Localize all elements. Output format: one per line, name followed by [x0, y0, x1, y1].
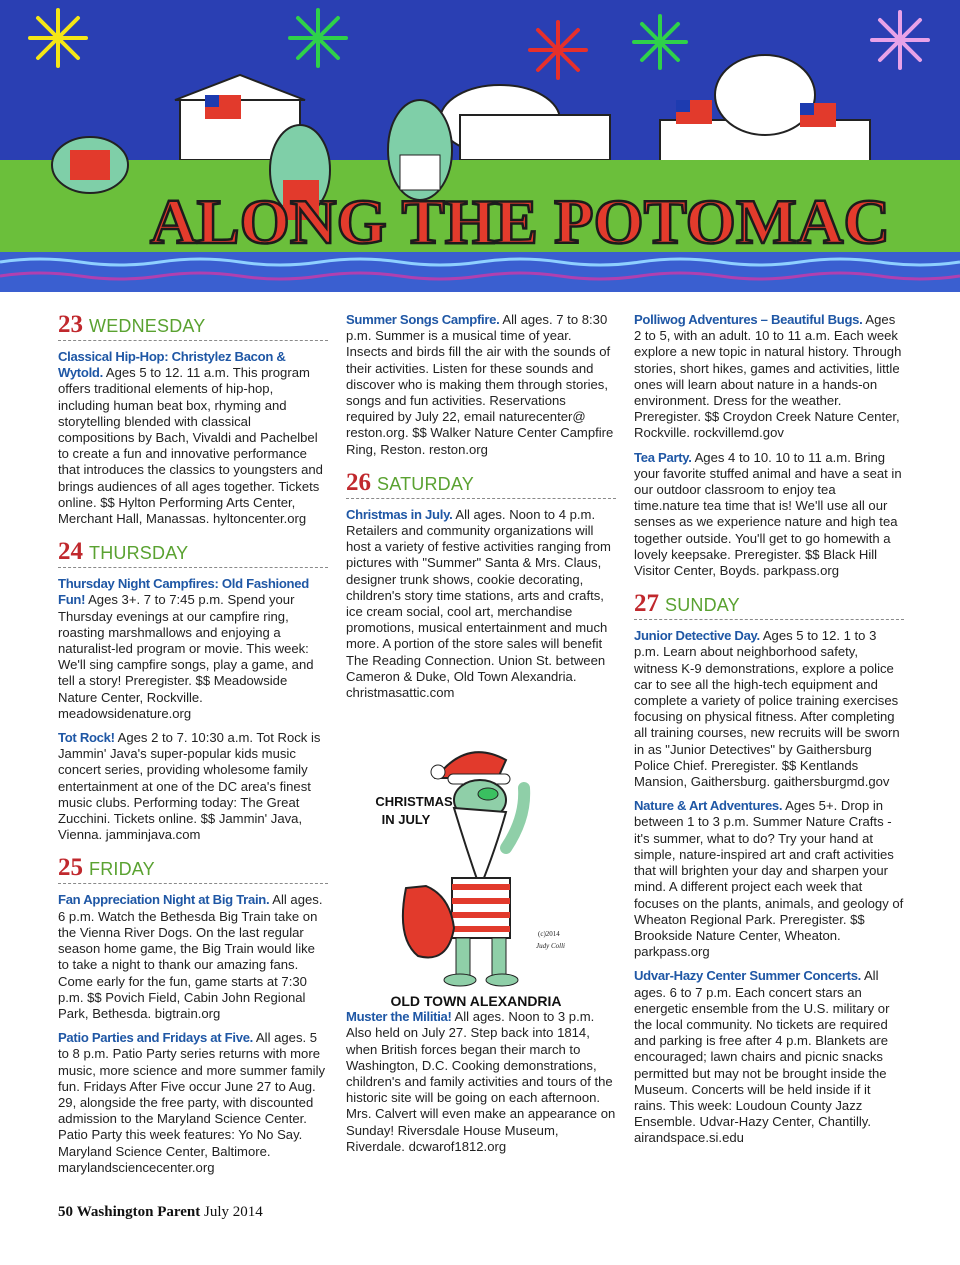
- event-muster-the-militia: [346, 1009, 616, 1155]
- event-title[interactable]: Polliwog Adventures – Beautiful Bugs.: [634, 312, 863, 327]
- event-fan-appreciation: [58, 892, 328, 1022]
- day-header-23: [58, 312, 328, 341]
- day-header-26: [346, 470, 616, 499]
- along-the-potomac-banner: [0, 0, 960, 292]
- illustration-credit-1: (c)2014: [538, 930, 560, 938]
- event-udvar-hazy-concerts: [634, 968, 904, 1146]
- event-title[interactable]: Tea Party.: [634, 449, 692, 465]
- event-polliwog-adventures: [634, 312, 904, 442]
- event-title[interactable]: Fan Appreciation Night at Big Train.: [58, 892, 270, 908]
- event-nature-art-adventures: [634, 798, 904, 960]
- event-christmas-in-july: [346, 507, 616, 701]
- day-header-27: [634, 591, 904, 620]
- day-number: 26: [346, 468, 371, 496]
- page-number: 50: [58, 1204, 73, 1220]
- column-3: [634, 312, 904, 1155]
- event-junior-detective: [634, 628, 904, 790]
- event-tot-rock: [58, 730, 328, 843]
- event-title[interactable]: Tot Rock!: [58, 730, 115, 746]
- event-body: All ages. Noon to 4 p.m. Retailers and community organizations will host a variety of festive activities ranging from pictures with "Summer" Santa & Mrs. Claus, designer trunk shows, cookie decorating, children's story time stations, arts and crafts, ice cream social, cool art, merchandise promotions, musical entertainment and much more. A portion of the store sales will benefit The Reading Connection. Union St. between Cameron & Duke, Old Town Alexandria. christmasattic.com: [346, 506, 611, 701]
- event-tea-party: [634, 450, 904, 580]
- day-number: 25: [58, 854, 83, 882]
- day-number: 24: [58, 538, 83, 566]
- publication-name: Washington Parent: [76, 1204, 201, 1220]
- day-number: 27: [634, 590, 659, 618]
- event-body: Ages 3+. 7 to 7:45 p.m. Spend your Thursday evenings at our campfire ring, roasting marshmallows and enjoying a naturalist-led program or movie. This week: We'll sing campfire songs, play a game, and tell a story! Preregister. $$ Meadowside Nature Center, Rockville. meadowsidenature.org: [58, 592, 314, 721]
- event-title[interactable]: Thursday Night Campfires: Old Fashioned Fun!: [58, 576, 309, 608]
- day-name: SATURDAY: [377, 473, 474, 494]
- banner-title: ALONG THE POTOMAC: [150, 186, 891, 257]
- illustration-bottom-text: OLD TOWN ALEXANDRIA: [390, 993, 562, 1009]
- event-title[interactable]: Summer Songs Campfire.: [346, 312, 500, 327]
- event-body: All ages. Noon to 3 p.m. Also held on July 27. Step back into 1814, when British forces began their march to Washington, D.C. Cooking demonstrations, children's and family activities and tours of the historic site will be going on each afternoon. Mrs. Calvert will even make an appearance on Sunday! Riversdale House Museum, Riverdale. dcwarof1812.org: [346, 1009, 616, 1154]
- day-number: 23: [58, 311, 83, 338]
- event-title[interactable]: Christmas in July.: [346, 506, 453, 522]
- christmas-in-july-illustration: [356, 738, 596, 1018]
- event-body: Ages 5 to 12. 1 to 3 p.m. Learn about neighborhood safety, witness K-9 demonstrations, explore a police car to see all the high-tech equipment and complete a variety of police training exercises focusing on physical fitness. After completing all training courses, new recruits will be sworn in as "Junior Detectives" by Gaithersburg Police Chief. Preregister. $$ Kentlands Mansion, Gaithersburg. gaithersburgmd.gov: [634, 628, 900, 790]
- illustration-credit-2: Judy Colli: [536, 942, 565, 950]
- event-body: Ages 2 to 5, with an adult. 10 to 11 a.m. Each week explore a new topic in natural history. Through stories, short hikes, games and activities, little ones will learn about nature in a hands-on environment. Dress for the weather. Preregister. $$ Croydon Creek Nature Center, Rockville. rockvillemd.gov: [634, 312, 902, 441]
- event-body: All ages. 6 to 7 p.m. Each concert stars an energetic ensemble from the U.S. military or the local community. No tickets are required and parking is free after 4 p.m. Blankets are encouraged; lawn chairs and picnic snacks permitted but may not be brought inside the Museum. Concerts will be held inside if it rains. This week: Loudoun County Jazz Ensemble. Udvar-Hazy Center, Chantilly. airandspace.si.edu: [634, 968, 890, 1146]
- event-thursday-campfires: [58, 576, 328, 722]
- day-header-24: [58, 539, 328, 568]
- event-title[interactable]: Junior Detective Day.: [634, 628, 760, 644]
- day-name: SUNDAY: [665, 595, 740, 616]
- event-body: Ages 4 to 10. 10 to 11 a.m. Bring your favorite stuffed animal and have a seat in our outdoor classroom to enjoy tea time.nature tea time that is! We'll use all our senses as we experience nature and high tea together outside. You'll get to go homewith a lovely keepsake. Preregister. $$ Black Hill Visitor Center, Boyds. parkpass.org: [634, 449, 902, 579]
- event-body: Ages 5 to 12. 11 a.m. This program offers traditional elements of hip-hop, including human beat box, rhyming and storytelling blended with classical compositions by Bach, Vivaldi and Pachelbel to create a fun and innovative performance that introduces the classics to youngsters and brings audiences of all ages together. Tickets online. $$ Hylton Performing Arts Center, Merchant Hall, Manassas. hyltoncenter.org: [58, 365, 323, 527]
- event-body: Ages 5+. Drop in between 1 to 3 p.m. Summer Nature Crafts - it's summer, what to do? Try your hand at simple, nature-inspired art and craft activities that will brighten your day and sharpen your mind. A different project each week that focuses on the plants, animals, and geology of Wheaton Regional Park. Preregister. $$ Brookside Nature Center, Wheaton. parkpass.org: [634, 798, 904, 960]
- illustration-top-text-1: CHRISTMAS: [375, 794, 453, 809]
- event-body: Ages 2 to 7. 10:30 a.m. Tot Rock is Jammin' Java's super-popular kids music concert series, providing wholesome family entertainment at one of the DC area's finest music clubs. Performing today: The Great Zucchini. Tickets online. $$ Jammin' Java, Vienna. jamminjava.com: [58, 730, 321, 843]
- event-title[interactable]: Udvar-Hazy Center Summer Concerts.: [634, 968, 862, 984]
- event-title[interactable]: Patio Parties and Fridays at Five.: [58, 1030, 254, 1046]
- event-patio-parties: [58, 1030, 328, 1176]
- column-1: [58, 312, 328, 1184]
- page-footer: [58, 1204, 263, 1221]
- event-title[interactable]: Classical Hip-Hop: Christylez Bacon & Wytold.: [58, 349, 286, 381]
- day-name: WEDNESDAY: [89, 316, 206, 336]
- event-title[interactable]: Nature & Art Adventures.: [634, 798, 783, 814]
- illustration-top-text-2: IN JULY: [381, 812, 431, 827]
- event-body: All ages. 5 to 8 p.m. Patio Party series returns with more music, more science and more summer family fun. Fridays After Five occur June 27 to Aug. 29, alongside the free party, with discounted admission to the Maryland Science Center. Patio Party this week features: Yo No Say. Maryland Science Center, Baltimore. marylandsciencecenter.org: [58, 1030, 326, 1175]
- event-title[interactable]: Muster the Militia!: [346, 1009, 452, 1025]
- day-name: THURSDAY: [89, 543, 189, 564]
- event-classical-hip-hop: [58, 349, 328, 527]
- issue-date: July 2014: [204, 1204, 263, 1220]
- event-body: All ages. 6 p.m. Watch the Bethesda Big Train take on the Vienna River Dogs. On the last regular season home game, the Big Train would like to take a night to thank our amazing fans. Come early for the fun, game starts at 7:30 p.m. $$ Povich Field, Cabin John Regional Park, Bethesda. bigtrain.org: [58, 892, 323, 1021]
- day-name: FRIDAY: [89, 859, 155, 880]
- event-body: All ages. 7 to 8:30 p.m. Summer is a musical time of year. Insects and birds fill the air with the sounds of their activities. Listen for these sounds and discover who is making them through stories, songs and fun activities. Reservations required by July 22, email naturecenter@ reston.org. $$ Walker Nature Center Campfire Ring, Reston. reston.org: [346, 312, 614, 457]
- day-header-25: [58, 855, 328, 884]
- event-summer-songs: [346, 312, 616, 458]
